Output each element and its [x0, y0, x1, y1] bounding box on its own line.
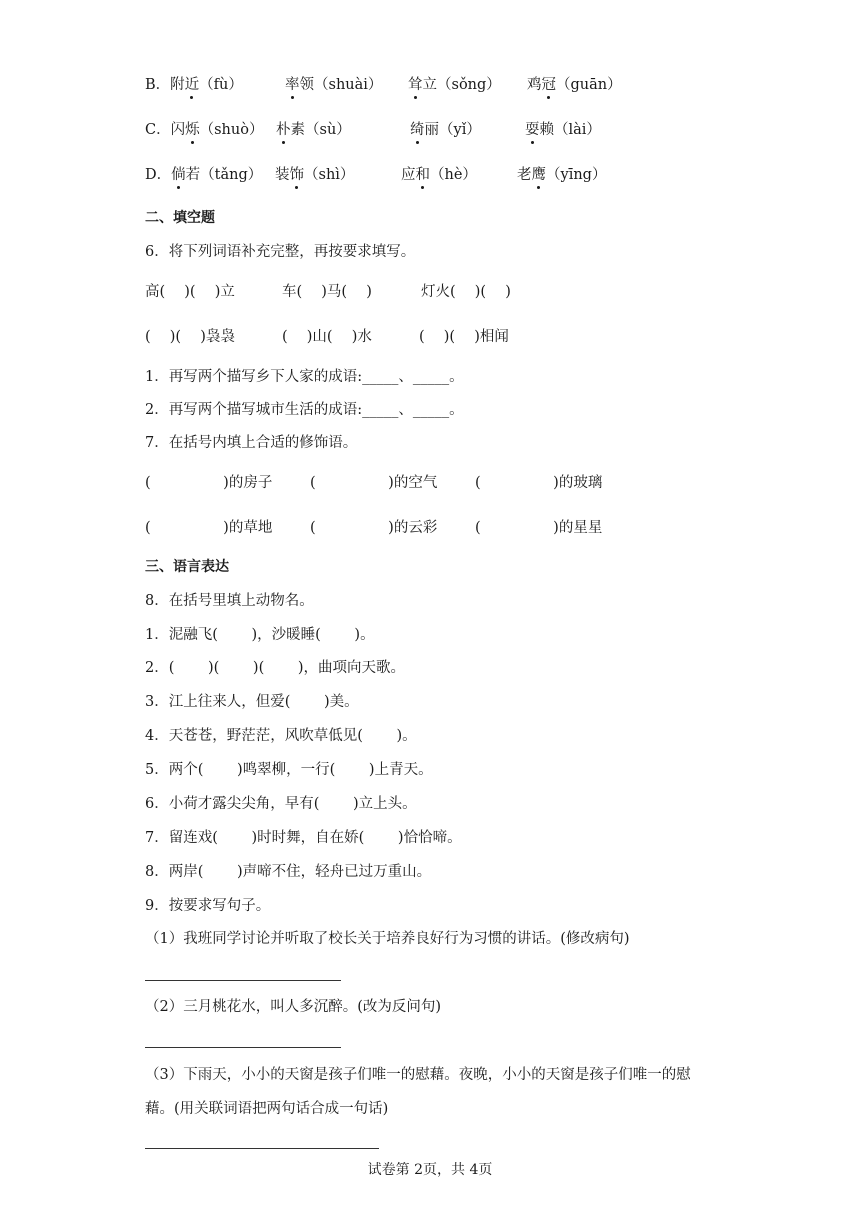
question-8: 8．在括号里填上动物名。 [145, 593, 314, 609]
page-footer: 试卷第 2页，共 4页 [367, 1162, 493, 1178]
question-8-item-3: 3．江上往来人，但爱( )美。 [145, 694, 359, 710]
question-6-1: 1．再写两个描写乡下人家的成语:_____、_____。 [145, 369, 464, 385]
option-c-word-2: 朴素（sù） [276, 122, 351, 138]
modifier-blank: ( )的房子 [145, 475, 273, 491]
question-8-item-7: 7．留连戏( )时时舞，自在娇( )恰恰啼。 [145, 830, 462, 846]
option-c-word-3: 绮丽（yǐ） [410, 122, 481, 138]
question-8-item-8: 8．两岸( )声啼不住，轻舟已过万重山。 [145, 864, 432, 880]
section-heading-fill-blank: 二、填空题 [145, 210, 215, 226]
option-d-word-2: 装饰（shì） [275, 167, 355, 183]
question-7: 7．在括号内填上合适的修饰语。 [145, 435, 358, 451]
question-8-item-1: 1．泥融飞( )，沙暖睡( )。 [145, 627, 375, 643]
question-9-3-line-2: 藉。(用关联词语把两句话合成一句话) [145, 1101, 389, 1117]
modifier-blank: ( )的空气 [310, 475, 438, 491]
answer-line [145, 980, 341, 981]
option-d-word-1: D．倘若（tǎng） [145, 167, 263, 183]
option-c-word-4: 耍赖（lài） [525, 122, 601, 138]
question-8-item-6: 6．小荷才露尖尖角，早有( )立上头。 [145, 796, 417, 812]
option-b-word-2: 率领（shuài） [285, 77, 383, 93]
idiom-blank: 高( )( )立 [145, 284, 235, 300]
modifier-blank: ( )的玻璃 [475, 475, 603, 491]
option-b-word-4: 鸡冠（guān） [527, 77, 622, 93]
answer-line [145, 1148, 379, 1149]
option-d-word-3: 应和（hè） [401, 167, 477, 183]
option-b-word-3: 耸立（sǒng） [408, 77, 501, 93]
idiom-blank: 车( )马( ) [282, 284, 372, 300]
modifier-blank: ( )的草地 [145, 520, 273, 536]
modifier-blank: ( )的云彩 [310, 520, 438, 536]
idiom-blank: 灯火( )( ) [421, 284, 511, 300]
question-9-1: （1）我班同学讨论并听取了校长关于培养良好行为习惯的讲话。(修改病句) [145, 931, 630, 947]
option-b-word-1: B．附近（fù） [145, 77, 243, 93]
question-6: 6．将下列词语补充完整，再按要求填写。 [145, 244, 416, 260]
option-d-word-4: 老鹰（yīng） [517, 167, 607, 183]
idiom-blank: ( )( )袅袅 [145, 329, 235, 345]
section-heading-language: 三、语言表达 [145, 559, 229, 575]
question-9: 9．按要求写句子。 [145, 898, 271, 914]
question-9-3-line-1: （3）下雨天，小小的天窗是孩子们唯一的慰藉。夜晚，小小的天窗是孩子们唯一的慰 [145, 1067, 691, 1083]
question-8-item-4: 4．天苍苍，野茫茫，风吹草低见( )。 [145, 728, 417, 744]
answer-line [145, 1047, 341, 1048]
question-9-2: （2）三月桃花水，叫人多沉醉。(改为反问句) [145, 999, 442, 1015]
modifier-blank: ( )的星星 [475, 520, 603, 536]
question-6-2: 2．再写两个描写城市生活的成语:_____、_____。 [145, 402, 464, 418]
idiom-blank: ( )( )相闻 [419, 329, 509, 345]
idiom-blank: ( )山( )水 [282, 329, 372, 345]
option-c-word-1: C．闪烁（shuò） [145, 122, 264, 138]
question-8-item-5: 5．两个( )鸣翠柳，一行( )上青天。 [145, 762, 433, 778]
question-8-item-2: 2．( )( )( )，曲项向天歌。 [145, 660, 405, 676]
